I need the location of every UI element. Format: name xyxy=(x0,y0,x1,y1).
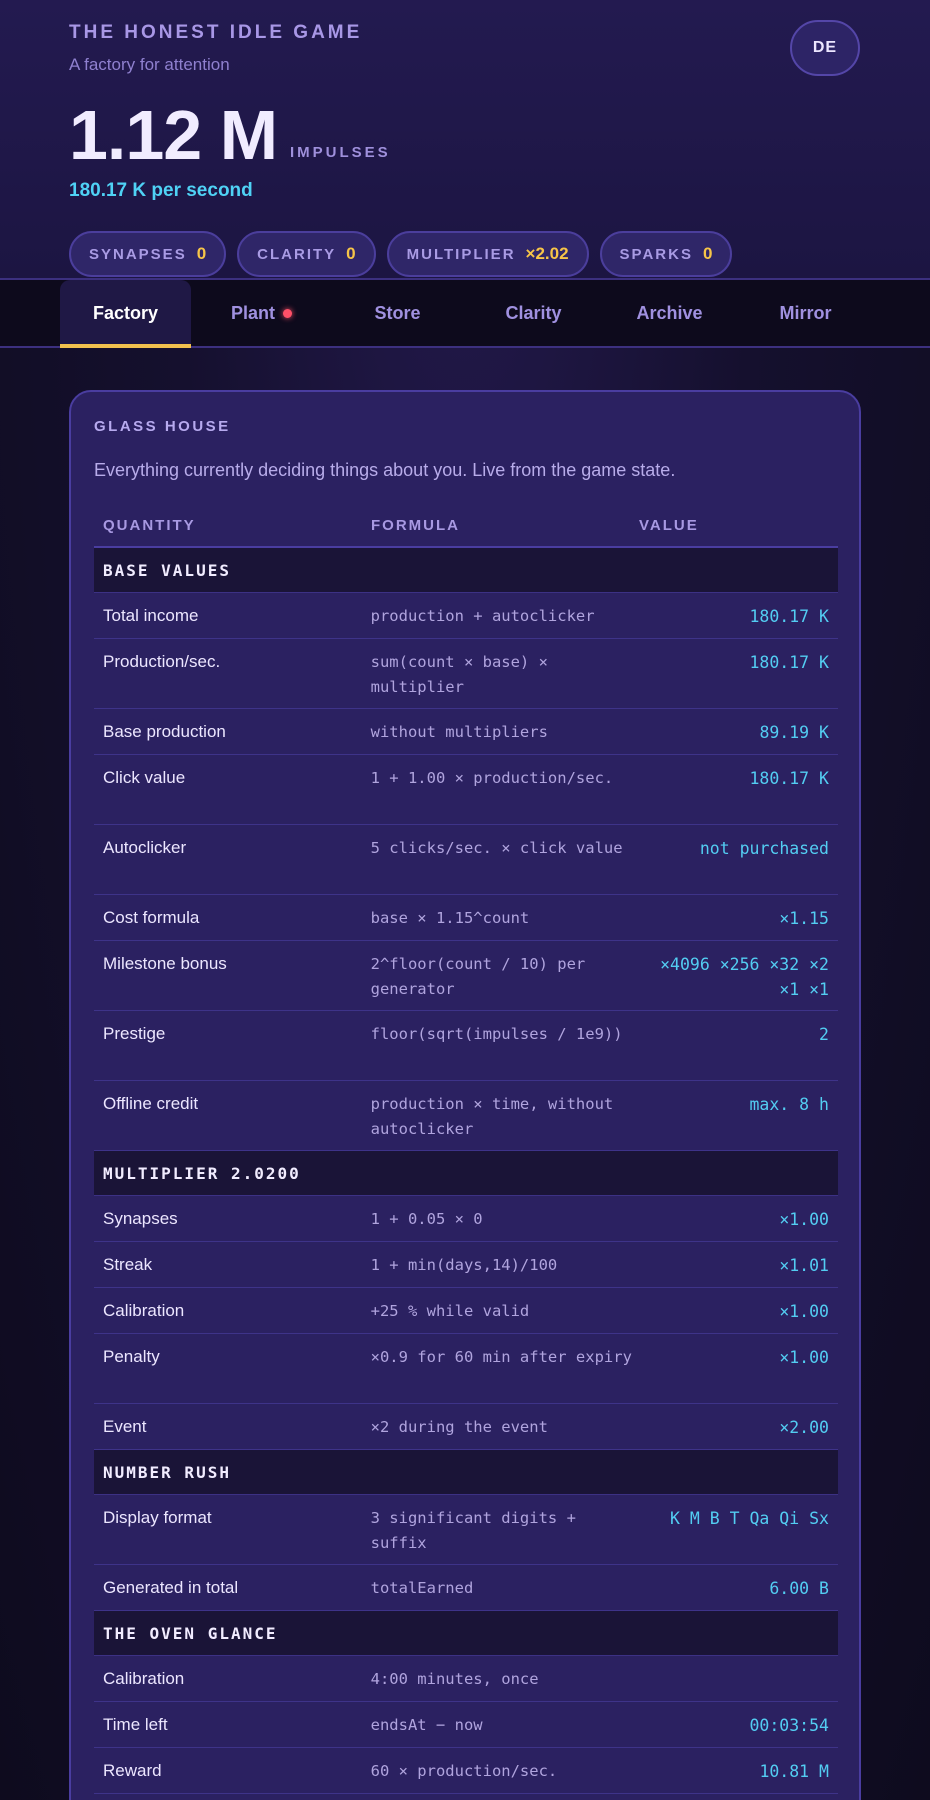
row-value: ×1.15 xyxy=(779,909,829,928)
glass-house-table xyxy=(94,504,838,1794)
row-quantity: Autoclicker xyxy=(103,838,187,857)
row-value: ×1.01 xyxy=(779,1256,829,1275)
row-value xyxy=(640,1667,829,1691)
glass-house-card xyxy=(69,390,861,1800)
row-quantity: Click value xyxy=(103,768,186,787)
tab-label: Archive xyxy=(636,302,703,323)
row-quantity: Generated in total xyxy=(103,1578,239,1597)
row-value: ×1.00 xyxy=(779,1210,829,1229)
row-quantity: Penalty xyxy=(103,1347,160,1366)
row-formula: 4:00 minutes, once xyxy=(370,1670,539,1688)
table-row xyxy=(94,1196,838,1242)
column-header-quantity: QUANTITY xyxy=(103,516,196,534)
row-value: K M B T Qa Qi Sx xyxy=(670,1509,829,1528)
row-formula: base × 1.15^count xyxy=(370,909,530,927)
stat-chip-clarity xyxy=(237,231,375,277)
row-value: max. 8 h xyxy=(749,1095,829,1114)
table-row xyxy=(94,1656,838,1702)
row-formula: production + autoclicker xyxy=(370,607,595,625)
impulse-count: 1.12 M xyxy=(69,96,277,174)
tab-clarity[interactable] xyxy=(468,280,599,346)
tab-mirror[interactable] xyxy=(740,280,871,346)
row-quantity: Reward xyxy=(103,1761,162,1780)
section-header: MULTIPLIER 2.0200 xyxy=(94,1151,838,1196)
stat-chip-value: 0 xyxy=(196,244,207,263)
row-value: 2 xyxy=(819,1025,829,1044)
table-row xyxy=(94,1495,838,1565)
column-header-formula: FORMULA xyxy=(371,516,460,534)
section-header: NUMBER RUSH xyxy=(94,1450,838,1495)
row-quantity: Cost formula xyxy=(103,908,200,927)
row-quantity: Production/sec. xyxy=(103,652,221,671)
column-header-value: VALUE xyxy=(639,516,699,534)
notification-dot-icon xyxy=(283,309,292,318)
table-row xyxy=(94,895,838,941)
tab-label: Plant xyxy=(230,302,275,323)
table-row xyxy=(94,1011,838,1081)
row-formula: 3 significant digits + suffix xyxy=(370,1509,576,1552)
row-value: 10.81 M xyxy=(759,1762,829,1781)
table-row xyxy=(94,1081,838,1151)
stat-chip-sparks xyxy=(600,231,733,277)
row-formula: without multipliers xyxy=(370,723,548,741)
tab-label: Factory xyxy=(92,302,159,323)
row-quantity: Time left xyxy=(103,1715,168,1734)
row-value: 89.19 K xyxy=(759,723,829,742)
game-title: THE HONEST IDLE GAME xyxy=(69,22,363,43)
game-subtitle: A factory for attention xyxy=(69,55,230,74)
card-title: GLASS HOUSE xyxy=(94,418,231,435)
row-formula: 1 + min(days,14)/100 xyxy=(370,1256,558,1274)
row-formula: ×2 during the event xyxy=(370,1418,548,1436)
table-row xyxy=(94,1334,838,1404)
row-value: ×4096 ×256 ×32 ×2 ×1 ×1 xyxy=(660,955,829,999)
row-formula: production × time, without autoclicker xyxy=(370,1095,614,1138)
row-value: ×1.00 xyxy=(779,1302,829,1321)
tab-factory[interactable] xyxy=(60,280,191,346)
table-row xyxy=(94,1748,838,1794)
table-row xyxy=(94,1242,838,1288)
table-row xyxy=(94,1702,838,1748)
stat-chip-value: 0 xyxy=(702,244,713,263)
row-formula: 60 × production/sec. xyxy=(370,1762,558,1780)
row-formula: totalEarned xyxy=(370,1579,474,1597)
row-formula: 5 clicks/sec. × click value xyxy=(370,839,623,857)
language-button[interactable]: DE xyxy=(790,20,860,76)
row-quantity: Event xyxy=(103,1417,147,1436)
section-header: BASE VALUES xyxy=(94,548,838,593)
row-quantity: Calibration xyxy=(103,1669,185,1688)
stat-chip-label: CLARITY xyxy=(257,245,337,263)
tab-archive[interactable] xyxy=(604,280,735,346)
row-formula: endsAt − now xyxy=(370,1716,483,1734)
stat-chips xyxy=(69,231,732,277)
row-value: ×1.00 xyxy=(779,1348,829,1367)
row-value: 180.17 K xyxy=(749,607,829,626)
row-formula: 1 + 1.00 × production/sec. xyxy=(370,769,614,787)
stat-chip-label: SYNAPSES xyxy=(89,245,187,263)
impulse-label: IMPULSES xyxy=(290,144,391,161)
row-value: not purchased xyxy=(699,839,829,858)
stat-chip-value: ×2.02 xyxy=(525,244,569,263)
row-quantity: Display format xyxy=(103,1508,212,1527)
row-value: ×2.00 xyxy=(779,1418,829,1437)
row-quantity: Streak xyxy=(103,1255,153,1274)
row-formula: sum(count × base) × multiplier xyxy=(370,653,548,696)
tab-label: Mirror xyxy=(779,302,832,323)
table-row xyxy=(94,593,838,639)
table-row xyxy=(94,1288,838,1334)
table-row xyxy=(94,941,838,1011)
tab-plant[interactable] xyxy=(196,280,327,346)
header xyxy=(0,0,930,278)
row-quantity: Total income xyxy=(103,606,199,625)
table-header xyxy=(94,504,838,548)
table-row xyxy=(94,755,838,825)
row-formula: 1 + 0.05 × 0 xyxy=(370,1210,483,1228)
row-formula: ×0.9 for 60 min after expiry xyxy=(370,1348,632,1366)
row-value: 180.17 K xyxy=(749,653,829,672)
table-row xyxy=(94,825,838,895)
row-quantity: Offline credit xyxy=(103,1094,199,1113)
table-row xyxy=(94,709,838,755)
stat-chip-label: MULTIPLIER xyxy=(406,245,516,263)
row-value: 6.00 B xyxy=(769,1579,829,1598)
section-header: THE OVEN GLANCE xyxy=(94,1611,838,1656)
row-formula: floor(sqrt(impulses / 1e9)) xyxy=(370,1025,623,1043)
row-value: 00:03:54 xyxy=(749,1716,829,1735)
stat-chip-label: SPARKS xyxy=(619,245,693,263)
row-quantity: Base production xyxy=(103,722,226,741)
row-value: 180.17 K xyxy=(749,769,829,788)
tab-label: Clarity xyxy=(505,302,562,323)
tab-bar xyxy=(0,278,930,348)
row-quantity: Milestone bonus xyxy=(103,954,227,973)
stat-chip-multiplier xyxy=(387,231,589,277)
tab-store[interactable] xyxy=(332,280,463,346)
table-row xyxy=(94,1404,838,1450)
row-quantity: Calibration xyxy=(103,1301,185,1320)
row-formula: +25 % while valid xyxy=(370,1302,530,1320)
income-per-second: 180.17 K per second xyxy=(69,180,253,201)
row-quantity: Prestige xyxy=(103,1024,166,1043)
row-formula: 2^floor(count / 10) per generator xyxy=(370,955,586,998)
stat-chip-value: 0 xyxy=(346,244,356,263)
row-quantity: Synapses xyxy=(103,1209,178,1228)
table-row xyxy=(94,639,838,709)
card-description: Everything currently deciding things about you. Live from the game state. xyxy=(94,460,676,480)
tab-label: Store xyxy=(374,302,421,323)
table-row xyxy=(94,1565,838,1611)
stat-chip-synapses xyxy=(69,231,226,277)
